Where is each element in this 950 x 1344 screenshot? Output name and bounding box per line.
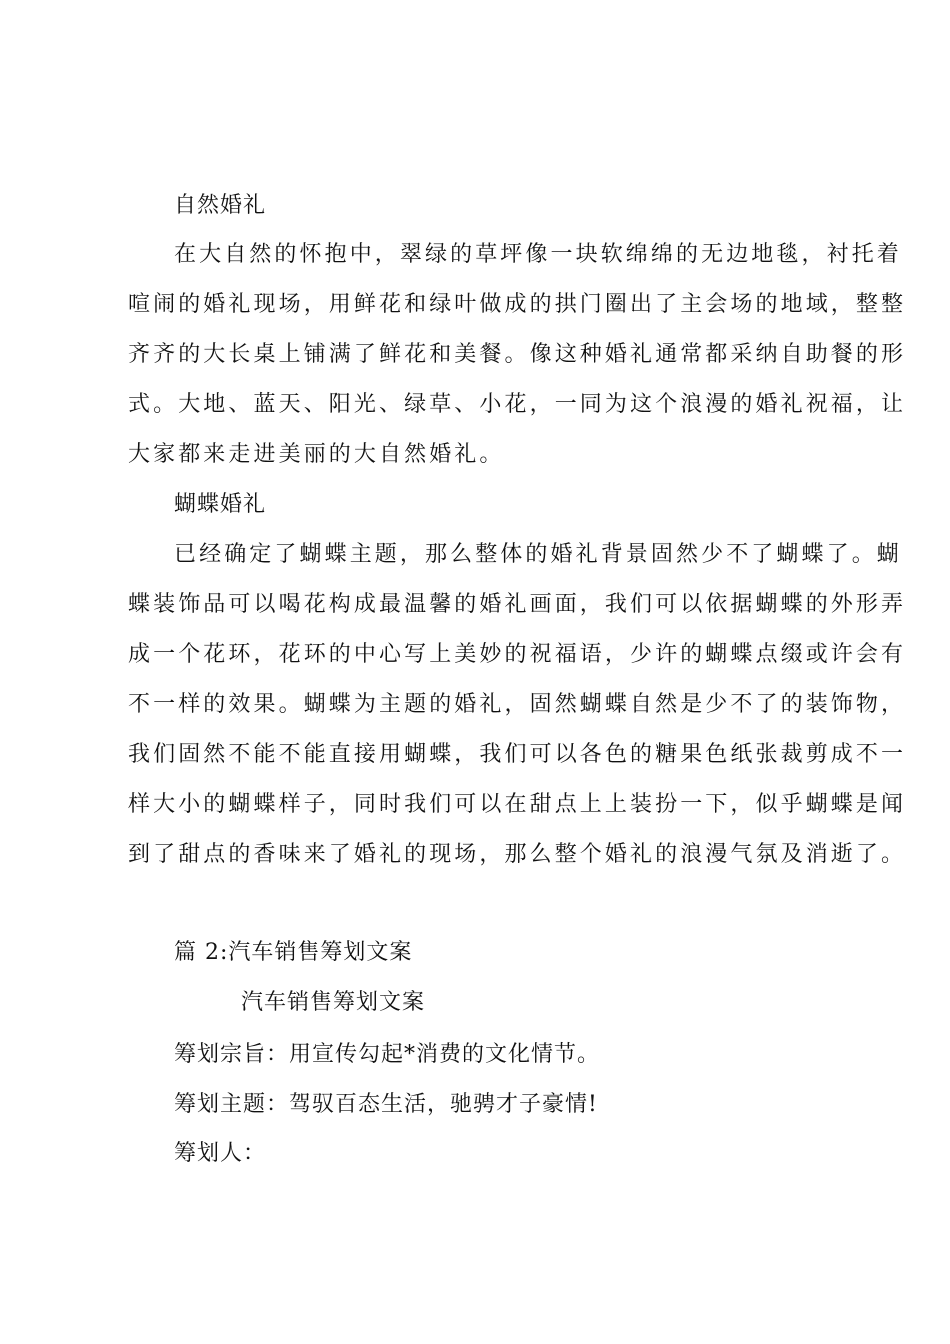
paragraph-line: 我们固然不能不能直接用蝴蝶，我们可以各色的糖果色纸张裁剪成不一	[128, 742, 907, 767]
paragraph-line: 齐齐的大长桌上铺满了鲜花和美餐。像这种婚礼通常都采纳自助餐的形	[128, 342, 907, 367]
paragraph-line: 到了甜点的香味来了婚礼的现场，那么整个婚礼的浪漫气氛及消逝了。	[128, 842, 907, 867]
section-heading-butterfly-wedding: 蝴蝶婚礼	[174, 492, 267, 517]
paragraph-line: 不一样的效果。蝴蝶为主题的婚礼，固然蝴蝶自然是少不了的装饰物，	[128, 692, 907, 717]
paragraph-line: 已经确定了蝴蝶主题，那么整体的婚礼背景固然少不了蝴蝶了。蝴	[174, 542, 902, 567]
paragraph-line: 大家都来走进美丽的大自然婚礼。	[128, 442, 505, 467]
planner-label: 筹划人：	[174, 1141, 267, 1166]
paragraph-line: 样大小的蝴蝶样子，同时我们可以在甜点上上装扮一下，似乎蝴蝶是闻	[128, 792, 907, 817]
paragraph-line: 式。大地、蓝天、阳光、绿草、小花，一同为这个浪漫的婚礼祝福，让	[128, 392, 907, 417]
paragraph-line: 喧闹的婚礼现场，用鲜花和绿叶做成的拱门圈出了主会场的地域，整整	[128, 292, 907, 317]
paragraph-line: 蝶装饰品可以喝花构成最温馨的婚礼画面，我们可以依据蝴蝶的外形弄	[128, 592, 907, 617]
document-title: 汽车销售筹划文案	[241, 990, 426, 1015]
planning-theme: 筹划主题：驾驭百态生活，驰骋才子豪情!	[174, 1092, 598, 1117]
section-heading-natural-wedding: 自然婚礼	[174, 193, 267, 218]
planning-purpose: 筹划宗旨：用宣传勾起*消费的文化情节。	[174, 1042, 601, 1067]
paragraph-line: 成一个花环，花环的中心写上美妙的祝福语，少许的蝴蝶点缀或许会有	[128, 642, 907, 667]
part-title: 篇 2:汽车销售筹划文案	[174, 940, 413, 965]
paragraph-line: 在大自然的怀抱中，翠绿的草坪像一块软绵绵的无边地毯，衬托着	[174, 242, 902, 267]
